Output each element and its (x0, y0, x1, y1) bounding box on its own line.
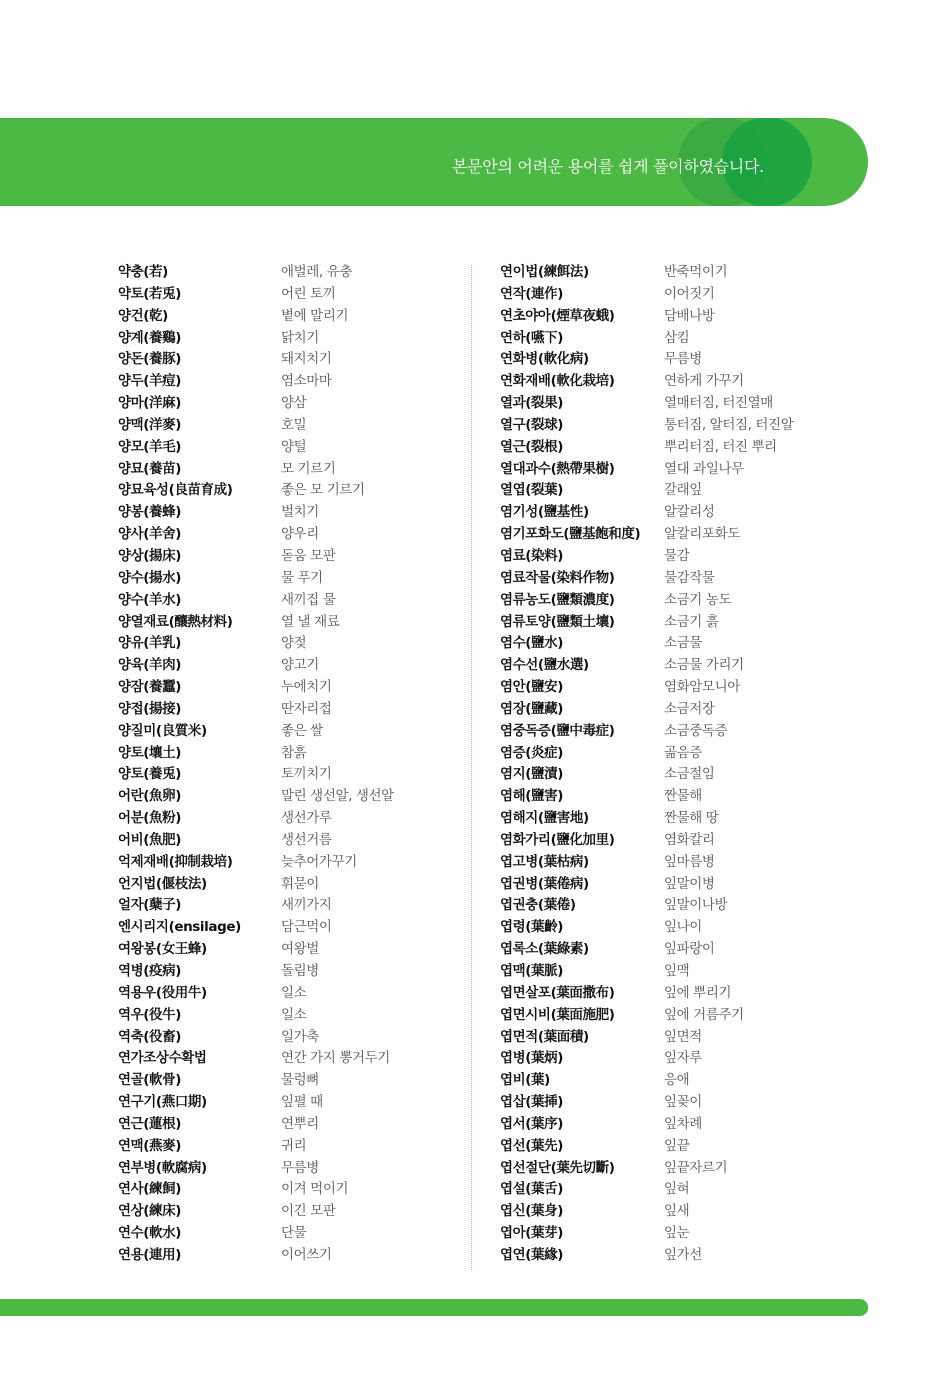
glossary-term: 열과(裂果) (500, 395, 564, 412)
glossary-definition: 갈래잎 (664, 482, 702, 499)
glossary-term: 엽면살포(葉面撒布) (500, 984, 615, 1001)
glossary-definition: 이어쓰기 (281, 1246, 332, 1263)
glossary-definition: 잎눈 (664, 1225, 690, 1242)
glossary-term: 양돈(養豚) (118, 351, 182, 368)
glossary-definition: 잎말이나방 (664, 897, 728, 914)
glossary-definition: 벌치기 (281, 504, 319, 521)
glossary-term: 양상(揚床) (118, 547, 182, 564)
glossary-definition: 볕에 말리기 (281, 307, 349, 324)
glossary-term: 엽아(葉芽) (500, 1225, 564, 1242)
glossary-term: 연작(連作) (500, 285, 564, 302)
glossary-definition: 열 낼 재료 (281, 613, 340, 630)
glossary-definition: 잎가선 (664, 1246, 702, 1263)
glossary-definition: 잎혀 (664, 1181, 690, 1198)
glossary-term: 열엽(裂葉) (500, 482, 564, 499)
glossary-term: 엽면적(葉面積) (500, 1028, 589, 1045)
glossary-definition: 딴자리접 (281, 700, 332, 717)
glossary-definition: 닭치기 (281, 329, 319, 346)
glossary-definition: 무름병 (664, 351, 702, 368)
glossary-definition: 연하게 가꾸기 (664, 373, 744, 390)
glossary-definition: 열대 과일나무 (664, 460, 744, 477)
glossary-definition: 양삼 (281, 395, 307, 412)
glossary-definition: 어린 토끼 (281, 285, 336, 302)
glossary-term: 연구기(燕口期) (118, 1094, 207, 1111)
glossary-definition: 담근먹이 (281, 919, 332, 936)
glossary-term: 양접(揚接) (118, 700, 182, 717)
glossary-term: 연수(軟水) (118, 1225, 182, 1242)
glossary-term: 염해지(鹽害地) (500, 810, 589, 827)
glossary-definition: 물 푸기 (281, 569, 323, 586)
glossary-definition: 이긴 모판 (281, 1203, 336, 1220)
glossary-definition: 물감작물 (664, 569, 715, 586)
glossary-definition: 좋은 쌀 (281, 722, 323, 739)
glossary-term: 염수(鹽水) (500, 635, 564, 652)
glossary-definition: 누에치기 (281, 679, 332, 696)
glossary-term: 양건(乾) (118, 307, 168, 324)
glossary-term: 연하(嚥下) (500, 329, 564, 346)
column-divider (471, 265, 472, 1270)
glossary-term: 염료(染料) (500, 547, 564, 564)
glossary-term: 양수(揚水) (118, 569, 182, 586)
glossary-term: 역용우(役用牛) (118, 984, 207, 1001)
glossary-definition: 잎차례 (664, 1115, 702, 1132)
glossary-term: 양유(羊乳) (118, 635, 182, 652)
glossary-term: 연용(連用) (118, 1246, 182, 1263)
glossary-definition: 소금절임 (664, 766, 715, 783)
glossary-term: 역병(疫病) (118, 963, 182, 979)
glossary-term: 엽비(葉) (500, 1072, 550, 1089)
glossary-definition: 늦추어가꾸기 (281, 853, 357, 870)
glossary-definition: 모 기르기 (281, 460, 336, 477)
glossary-term: 양마(洋麻) (118, 395, 182, 412)
glossary-definition: 잎나이 (664, 919, 702, 936)
glossary-definition: 돋움 모판 (281, 547, 336, 564)
glossary-definition: 양젖 (281, 635, 307, 652)
glossary-term: 약충(若) (118, 264, 168, 280)
glossary-definition: 알칼리성 (664, 504, 715, 521)
glossary-term: 염기성(鹽基性) (500, 504, 589, 521)
right-definition-column (664, 262, 793, 1267)
glossary-definition: 잎끝 (664, 1137, 690, 1154)
glossary-definition: 염화칼리 (664, 831, 715, 848)
glossary-term: 연가조상수확법 (118, 1050, 207, 1067)
glossary-definition: 일가축 (281, 1028, 319, 1045)
glossary-term: 엔시리지(ensilage) (118, 919, 241, 936)
glossary-term: 열대과수(熱帶果樹) (500, 460, 615, 477)
glossary-term: 염류토양(鹽類土壤) (500, 613, 615, 630)
glossary-definition: 소금기 농도 (664, 591, 732, 608)
glossary-definition: 담배나방 (664, 307, 715, 324)
glossary-definition: 토끼치기 (281, 766, 332, 783)
glossary-term: 얼자(蘖子) (118, 897, 182, 914)
glossary-definition: 곪음증 (664, 744, 702, 761)
header-caption: 본문안의 어려운 용어를 쉽게 풀이하였습니다. (452, 157, 764, 176)
glossary-definition: 잎말이병 (664, 875, 715, 892)
glossary-definition: 염화암모니아 (664, 679, 740, 696)
glossary-term: 엽록소(葉綠素) (500, 941, 589, 958)
glossary-definition: 무름병 (281, 1159, 319, 1176)
glossary-definition: 귀리 (281, 1137, 307, 1154)
glossary-term: 양묘(養苗) (118, 460, 182, 477)
glossary-term: 엽선절단(葉先切斷) (500, 1159, 615, 1176)
glossary-term: 양두(羊痘) (118, 373, 182, 390)
glossary-term: 염류농도(鹽類濃度) (500, 591, 615, 608)
glossary-term: 엽연(葉緣) (500, 1246, 564, 1263)
glossary-definition: 짠물해 땅 (664, 810, 719, 827)
left-term-column (118, 262, 241, 1267)
glossary-term: 양계(養鷄) (118, 329, 182, 346)
glossary-term: 염화가리(鹽化加里) (500, 831, 615, 848)
glossary-definition: 반죽먹이기 (664, 264, 728, 280)
glossary-term: 양모(羊毛) (118, 438, 182, 455)
glossary-definition: 휘묻이 (281, 875, 319, 892)
glossary-definition: 좋은 모 기르기 (281, 482, 365, 499)
glossary-definition: 연간 가지 뽕거두기 (281, 1050, 390, 1067)
glossary-definition: 잎자루 (664, 1050, 702, 1067)
glossary-term: 양토(養兎) (118, 766, 182, 783)
glossary-term: 양묘육성(良苗育成) (118, 482, 233, 499)
footer-band (0, 1299, 868, 1316)
glossary-definition: 잎맥 (664, 963, 690, 979)
glossary-definition: 새끼가지 (281, 897, 332, 914)
left-definition-column (281, 262, 394, 1267)
glossary-term: 연사(練飼) (118, 1181, 182, 1198)
header-band (0, 118, 868, 206)
glossary-term: 역축(役畜) (118, 1028, 182, 1045)
glossary-definition: 양우리 (281, 526, 319, 543)
glossary-definition: 잎파랑이 (664, 941, 715, 958)
glossary-term: 연이법(練餌法) (500, 264, 589, 280)
glossary-definition: 잎새 (664, 1203, 690, 1220)
glossary-definition: 소금기 흙 (664, 613, 719, 630)
glossary-term: 역우(役牛) (118, 1006, 182, 1023)
glossary-term: 양잠(養蠶) (118, 679, 182, 696)
glossary-definition: 잎면적 (664, 1028, 702, 1045)
glossary-definition: 호밀 (281, 416, 307, 433)
glossary-term: 양맥(洋麥) (118, 416, 182, 433)
glossary-definition: 응애 (664, 1072, 690, 1089)
glossary-term: 연맥(燕麥) (118, 1137, 182, 1154)
glossary-definition: 일소 (281, 1006, 307, 1023)
glossary-definition: 물감 (664, 547, 690, 564)
glossary-term: 여왕봉(女王蜂) (118, 941, 207, 958)
glossary-term: 약토(若兎) (118, 285, 182, 302)
glossary-term: 연부병(軟腐病) (118, 1159, 207, 1176)
glossary-term: 엽령(葉齡) (500, 919, 564, 936)
glossary-definition: 잎에 뿌리기 (664, 984, 732, 1001)
glossary-term: 엽맥(葉脈) (500, 963, 564, 979)
glossary-term: 엽권충(葉倦) (500, 897, 576, 914)
glossary-definition: 연뿌리 (281, 1115, 319, 1132)
glossary-term: 양육(羊肉) (118, 657, 182, 674)
glossary-term: 엽고병(葉枯病) (500, 853, 589, 870)
glossary-definition: 염소마마 (281, 373, 332, 390)
glossary-term: 연화병(軟化病) (500, 351, 589, 368)
glossary-term: 언지법(偃枝法) (118, 875, 207, 892)
glossary-definition: 생선가루 (281, 810, 332, 827)
glossary-definition: 말린 생선알, 생선알 (281, 788, 394, 805)
glossary-definition: 일소 (281, 984, 307, 1001)
glossary-definition: 돌림병 (281, 963, 319, 979)
glossary-term: 양봉(養蜂) (118, 504, 182, 521)
glossary-term: 연골(軟骨) (118, 1072, 182, 1089)
glossary-definition: 여왕벌 (281, 941, 319, 958)
glossary-term: 염장(鹽藏) (500, 700, 564, 717)
glossary-term: 연화재배(軟化栽培) (500, 373, 615, 390)
glossary-definition: 잎펼 때 (281, 1094, 323, 1111)
glossary-term: 염기포화도(鹽基飽和度) (500, 526, 641, 543)
glossary-term: 연초야아(煙草夜蛾) (500, 307, 615, 324)
glossary-term: 열근(裂根) (500, 438, 564, 455)
glossary-term: 엽권병(葉倦病) (500, 875, 589, 892)
glossary-definition: 생선거름 (281, 831, 332, 848)
glossary-definition: 잎마름병 (664, 853, 715, 870)
glossary-definition: 소금중독증 (664, 722, 728, 739)
glossary-term: 엽신(葉身) (500, 1203, 564, 1220)
glossary-term: 어분(魚粉) (118, 810, 182, 827)
glossary-term: 연상(練床) (118, 1203, 182, 1220)
glossary-definition: 양털 (281, 438, 307, 455)
glossary-definition: 잎끝자르기 (664, 1159, 728, 1176)
glossary-term: 억제재배(抑制栽培) (118, 853, 233, 870)
glossary-term: 염료작물(染料作物) (500, 569, 615, 586)
glossary-term: 엽선(葉先) (500, 1137, 564, 1154)
glossary-term: 어란(魚卵) (118, 788, 182, 805)
glossary-definition: 소금물 가리기 (664, 657, 744, 674)
glossary-definition: 이어짓기 (664, 285, 715, 302)
glossary-definition: 물렁뼈 (281, 1072, 319, 1089)
glossary-definition: 삼킴 (664, 329, 690, 346)
glossary-term: 어비(魚肥) (118, 831, 182, 848)
glossary-definition: 뿌리터짐, 터진 뿌리 (664, 438, 777, 455)
glossary-term: 연근(蓮根) (118, 1115, 182, 1132)
glossary-definition: 양고기 (281, 657, 319, 674)
glossary-definition: 돼지치기 (281, 351, 332, 368)
glossary-term: 양질미(良質米) (118, 722, 207, 739)
glossary-term: 양열재료(釀熱材料) (118, 613, 233, 630)
glossary-definition: 새끼집 물 (281, 591, 336, 608)
glossary-term: 염지(鹽漬) (500, 766, 564, 783)
glossary-definition: 열매터짐, 터진열매 (664, 395, 773, 412)
glossary-term: 엽설(葉舌) (500, 1181, 564, 1198)
glossary-term: 열구(裂球) (500, 416, 564, 433)
glossary-term: 염증(炎症) (500, 744, 564, 761)
glossary-term: 양토(壤土) (118, 744, 182, 761)
glossary-term: 양수(羊水) (118, 591, 182, 608)
glossary-term: 엽서(葉序) (500, 1115, 564, 1132)
glossary-definition: 알칼리포화도 (664, 526, 740, 543)
glossary-definition: 단물 (281, 1225, 307, 1242)
glossary-term: 염중독증(鹽中毒症) (500, 722, 615, 739)
glossary-definition: 통터짐, 알터짐, 터진알 (664, 416, 794, 433)
glossary-definition: 이겨 먹이기 (281, 1181, 349, 1198)
glossary-definition: 애벌레, 유충 (281, 264, 352, 280)
right-term-column (500, 262, 640, 1267)
glossary-definition: 잎에 거름주기 (664, 1006, 744, 1023)
glossary-term: 염해(鹽害) (500, 788, 564, 805)
glossary-term: 엽병(葉炳) (500, 1050, 564, 1067)
glossary-term: 염안(鹽安) (500, 679, 564, 696)
glossary-term: 엽면시비(葉面施肥) (500, 1006, 615, 1023)
glossary-term: 양사(羊舍) (118, 526, 182, 543)
glossary-definition: 소금물 (664, 635, 702, 652)
glossary-term: 염수선(鹽水選) (500, 657, 589, 674)
glossary-term: 엽삽(葉揷) (500, 1094, 564, 1111)
glossary-definition: 잎꽂이 (664, 1094, 702, 1111)
glossary-definition: 소금저장 (664, 700, 715, 717)
glossary-definition: 짠물해 (664, 788, 702, 805)
glossary-definition: 참흙 (281, 744, 307, 761)
